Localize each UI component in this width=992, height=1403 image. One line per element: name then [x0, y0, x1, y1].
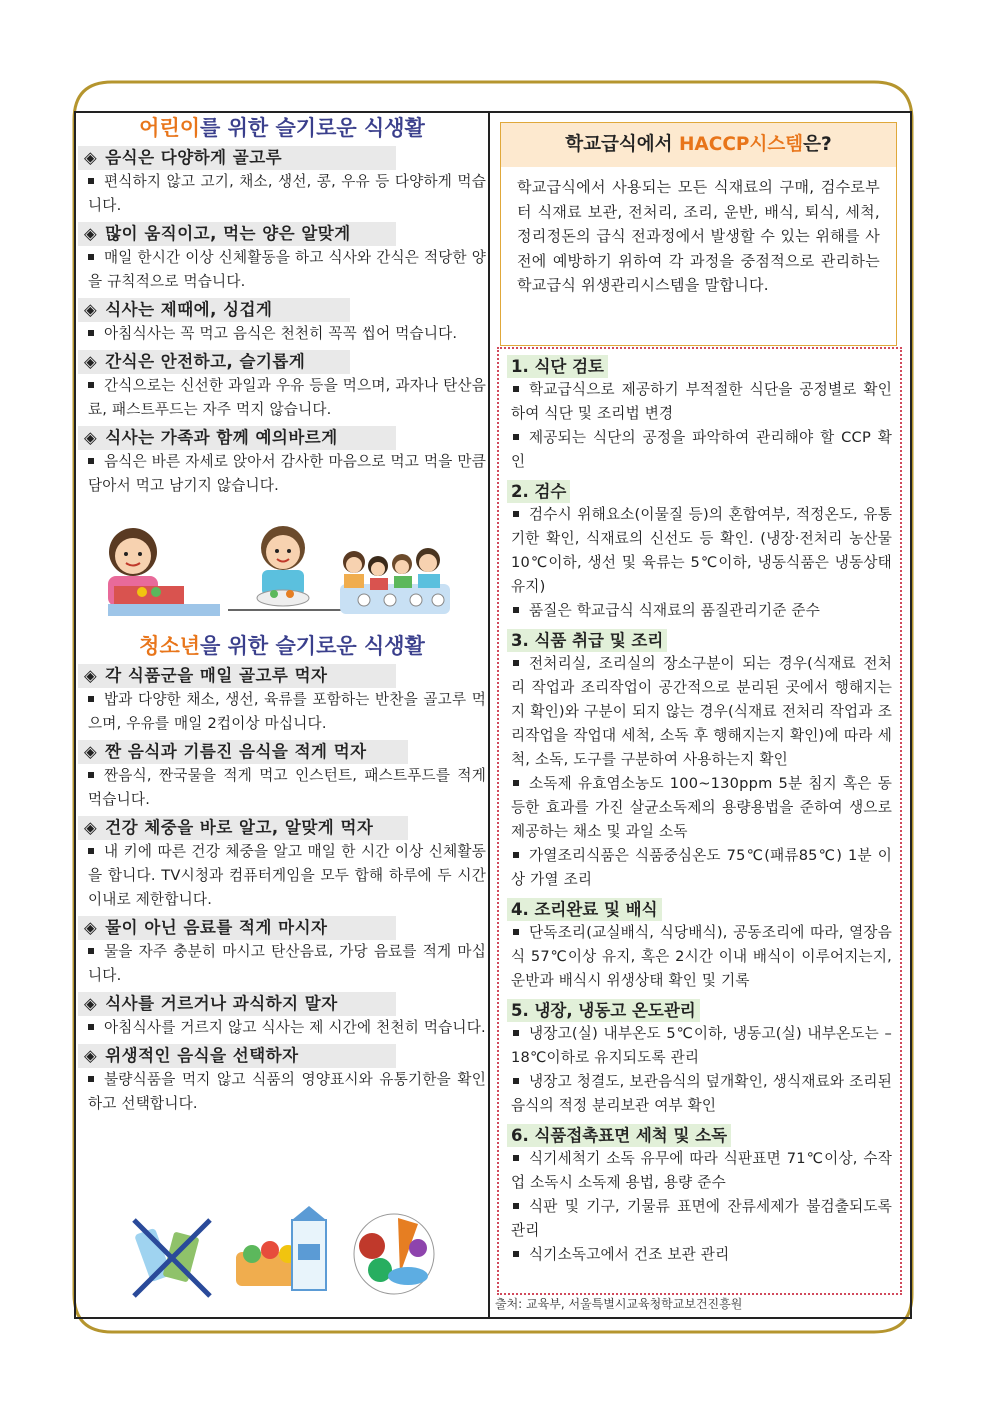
teens-item	[78, 740, 486, 812]
step-text: 학교급식으로 제공하기 부적절한 식단을 공정별로 확인하여 식단 및 조리법 변경	[511, 381, 892, 422]
left-column	[78, 114, 486, 1317]
item-text: 음식은 바른 자세로 앉아서 감사한 마음으로 먹고 먹을 만큼 담아서 먹고 남기지 않습니다.	[88, 453, 486, 494]
step-text: 냉장고 청결도, 보관음식의 덮개확인, 생식재료와 조리된 음식의 적정 분리보관 여부 확인	[511, 1073, 892, 1114]
item-heading: ◈ 간식은 안전하고, 슬기롭게	[78, 350, 350, 374]
children-item	[78, 426, 486, 498]
item-heading: ◈ 많이 움직이고, 먹는 양은 알맞게	[78, 222, 396, 246]
step-block	[499, 623, 900, 892]
step-heading: 2. 검수	[507, 480, 570, 503]
teens-item	[78, 816, 486, 912]
step-text: 전처리실, 조리실의 장소구분이 되는 경우(식재료 전처리 작업과 조리작업이 공간적으로 분리된 곳에서 행해지는지 확인)와 구분이 되지 않는 경우(식재료 전처리 작업과 조리작업을 작업대 세척, 소독 후 행해지는지 확인)에 따라 세척, 소독, 도구를 구분하여 사용하는지 확인	[511, 655, 892, 768]
teens-item	[78, 992, 486, 1040]
item-text: 짠음식, 짠국물을 적게 먹고 인스턴트, 패스트푸드를 적게 먹습니다.	[88, 767, 486, 808]
teens-item	[78, 664, 486, 736]
item-text: 물을 자주 충분히 마시고 탄산음료, 가당 음료를 적게 마십니다.	[88, 943, 486, 984]
teens-section-title: 청소년을 위한 슬기로운 식생활	[139, 634, 425, 658]
item-heading: ◈ 물이 아닌 음료를 적게 마시자	[78, 916, 396, 940]
source-credit: 출처: 교육부, 서울특별시교육청학교보건진흥원	[495, 1297, 743, 1311]
children-item	[78, 222, 486, 294]
item-heading: ◈ 위생적인 음식을 선택하자	[78, 1044, 396, 1068]
item-text: 간식으로는 신선한 과일과 우유 등을 먹으며, 과자나 탄산음료, 패스트푸드는 자주 먹지 않습니다.	[88, 377, 486, 418]
right-column	[492, 114, 905, 1317]
item-heading: ◈ 식사는 가족과 함께 예의바르게	[78, 426, 396, 450]
step-heading: 1. 식단 검토	[507, 355, 608, 378]
children-item	[78, 298, 486, 346]
item-heading: ◈ 식사는 제때에, 싱겁게	[78, 298, 350, 322]
item-text: 편식하지 않고 고기, 채소, 생선, 콩, 우유 등 다양하게 먹습니다.	[88, 173, 486, 214]
step-text: 품질은 학교급식 식재료의 품질관리기준 준수	[499, 599, 900, 623]
step-block	[499, 474, 900, 623]
step-heading: 5. 냉장, 냉동고 온도관리	[507, 999, 700, 1022]
item-text: 아침식사는 꼭 먹고 음식은 천천히 꼭꼭 씹어 먹습니다.	[78, 322, 486, 346]
item-heading: ◈ 짠 음식과 기름진 음식을 적게 먹자	[78, 740, 408, 764]
step-text: 제공되는 식단의 공정을 파악하여 관리해야 할 CCP 확인	[511, 429, 892, 470]
step-block	[499, 892, 900, 993]
item-heading: ◈ 음식은 다양하게 골고루	[78, 146, 396, 170]
item-text: 매일 한시간 이상 신체활동을 하고 식사와 간식은 적당한 양을 규칙적으로 먹습니다.	[88, 249, 486, 290]
step-block	[499, 1118, 900, 1267]
healthy-food-picture	[118, 1204, 458, 1304]
step-text: 소독제 유효염소농도 100~130ppm 5분 침지 혹은 동등한 효과를 가진 살균소독제의 용량용법을 준하여 생으로 제공하는 채소 및 과일 소독	[511, 775, 892, 840]
step-block	[499, 349, 900, 474]
children-item	[78, 146, 486, 218]
children-item	[78, 350, 486, 422]
item-text: 밥과 다양한 채소, 생선, 육류를 포함하는 반찬을 골고루 먹으며, 우유를 매일 2컵이상 마십니다.	[88, 691, 486, 732]
haccp-steps-box	[497, 347, 902, 1295]
haccp-description: 학교급식에서 사용되는 모든 식재료의 구매, 검수로부터 식재료 보관, 전처리, 조리, 운반, 배식, 퇴식, 세척, 정리정돈의 급식 전과정에서 발생할 수 있는 위해를 사전에 예방하기 위하여 각 과정을 중점적으로 관리하는 학교급식 위생관리시스템을 말합니다.	[517, 178, 880, 294]
step-heading: 6. 식품접촉표면 세척 및 소독	[507, 1124, 731, 1147]
item-heading: ◈ 식사를 거르거나 과식하지 말자	[78, 992, 396, 1016]
column-divider	[488, 112, 490, 1319]
children-section-title: 어린이를 위한 슬기로운 식생활	[139, 116, 425, 140]
step-heading: 4. 조리완료 및 배식	[507, 898, 662, 921]
step-text: 단독조리(교실배식, 식당배식), 공동조리에 따라, 열장음식 57℃이상 유지, 혹은 2시간 이내 배식이 이루어지는지, 운반과 배식시 위생상태 확인 및 기록	[511, 924, 892, 989]
step-text: 냉장고(실) 내부온도 5℃이하, 냉동고(실) 내부온도는 –18℃이하로 유지되도록 관리	[511, 1025, 892, 1066]
step-text: 가열조리식품은 식품중심온도 75℃(패류85℃) 1분 이상 가열 조리	[511, 847, 892, 888]
item-heading: ◈ 건강 체중을 바로 알고, 알맞게 먹자	[78, 816, 408, 840]
item-heading: ◈ 각 식품군을 매일 골고루 먹자	[78, 664, 396, 688]
step-block	[499, 993, 900, 1118]
item-text: 불량식품을 먹지 않고 식품의 영양표시와 유통기한을 확인하고 선택합니다.	[88, 1071, 486, 1112]
step-text: 식기소독고에서 건조 보관 관리	[499, 1243, 900, 1267]
children-illustration	[78, 512, 486, 622]
item-text: 아침식사를 거르지 않고 식사는 제 시간에 천천히 먹습니다.	[78, 1016, 486, 1040]
teens-illustration	[118, 1204, 458, 1304]
step-text: 식판 및 기구, 기물류 표면에 잔류세제가 불검출되도록 관리	[511, 1198, 892, 1239]
haccp-info-box	[500, 122, 897, 346]
step-text: 식기세척기 소독 유무에 따라 식판표면 71℃이상, 수작업 소독시 소독제 용법, 용량 준수	[511, 1150, 892, 1191]
teens-item	[78, 1044, 486, 1116]
step-heading: 3. 식품 취급 및 조리	[507, 629, 667, 652]
teens-item	[78, 916, 486, 988]
kids-eating-picture	[78, 512, 458, 622]
item-text: 내 키에 따른 건강 체중을 알고 매일 한 시간 이상 신체활동을 합니다. TV시청과 컴퓨터게임을 모두 합해 하루에 두 시간 이내로 제한합니다.	[88, 843, 486, 908]
haccp-title: 학교급식에서 HACCP시스템은?	[501, 123, 896, 167]
step-text: 검수시 위해요소(이물질 등)의 혼합여부, 적정온도, 유통기한 확인, 식재료의 신선도 등 확인. (냉장·전처리 농산물 10℃이하, 생선 및 육류는 5℃이하, 냉동식품은 냉동상태 유지)	[511, 506, 892, 595]
